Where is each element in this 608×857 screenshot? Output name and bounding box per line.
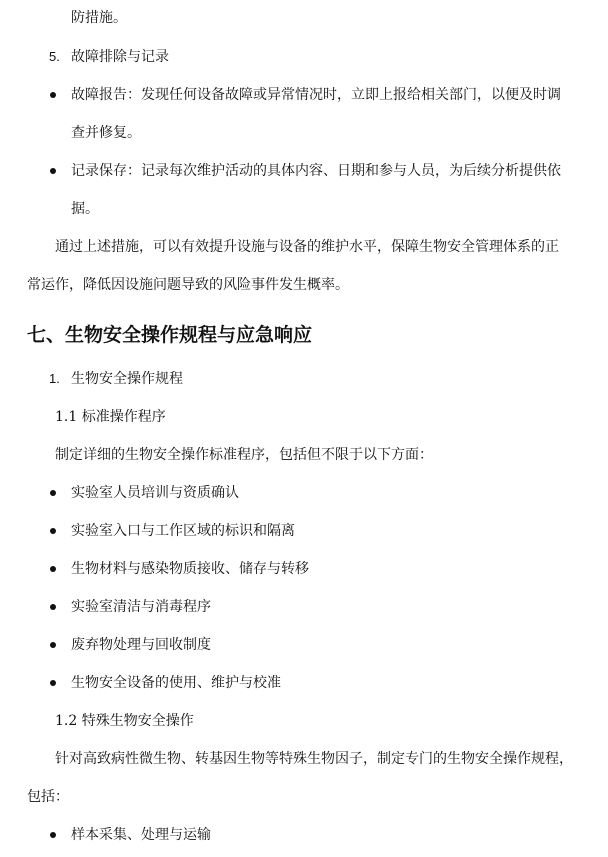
list-item: 实验室人员培训与资质确认 (71, 485, 239, 501)
bullet-icon (50, 168, 56, 174)
paragraph-line: 通过上述措施，可以有效提升设施与设备的维护水平，保障生物安全管理体系的正 (55, 239, 559, 255)
list-item-continuation: 查并修复。 (71, 125, 141, 141)
section-heading: 七、生物安全操作规程与应急响应 (27, 324, 313, 346)
list-item-continuation: 据。 (71, 201, 99, 217)
list-item-title: 故障排除与记录 (71, 49, 169, 65)
subsection-heading: 1.1 标准操作程序 (55, 409, 166, 425)
bullet-icon (50, 604, 56, 610)
bullet-icon (50, 566, 56, 572)
bullet-icon (50, 528, 56, 534)
bullet-icon (50, 490, 56, 496)
bullet-icon (50, 642, 56, 648)
bullet-icon (50, 680, 56, 686)
list-item: 实验室入口与工作区域的标识和隔离 (71, 523, 295, 539)
list-item: 生物材料与感染物质接收、储存与转移 (71, 561, 309, 577)
paragraph-line: 常运作，降低因设施问题导致的风险事件发生概率。 (27, 277, 349, 293)
list-item: 记录保存：记录每次维护活动的具体内容、日期和参与人员，为后续分析提供依 (71, 163, 561, 179)
continuation-text: 防措施。 (71, 10, 127, 26)
list-number: 5. (49, 49, 60, 64)
bullet-icon (50, 832, 56, 838)
bullet-icon (50, 92, 56, 98)
paragraph-line: 制定详细的生物安全操作标准程序，包括但不限于以下方面： (55, 447, 433, 463)
paragraph-line: 针对高致病性微生物、转基因生物等特殊生物因子，制定专门的生物安全操作规程， (55, 751, 573, 767)
list-item: 故障报告：发现任何设备故障或异常情况时，立即上报给相关部门，以便及时调 (71, 87, 561, 103)
list-number: 1. (49, 371, 60, 386)
subsection-heading: 1.2 特殊生物安全操作 (55, 713, 194, 729)
list-item: 废弃物处理与回收制度 (71, 637, 211, 653)
list-item: 生物安全设备的使用、维护与校准 (71, 675, 281, 691)
paragraph-line: 包括： (27, 789, 69, 805)
list-item: 样本采集、处理与运输 (71, 827, 211, 843)
list-item-title: 生物安全操作规程 (71, 371, 183, 387)
list-item: 实验室清洁与消毒程序 (71, 599, 211, 615)
